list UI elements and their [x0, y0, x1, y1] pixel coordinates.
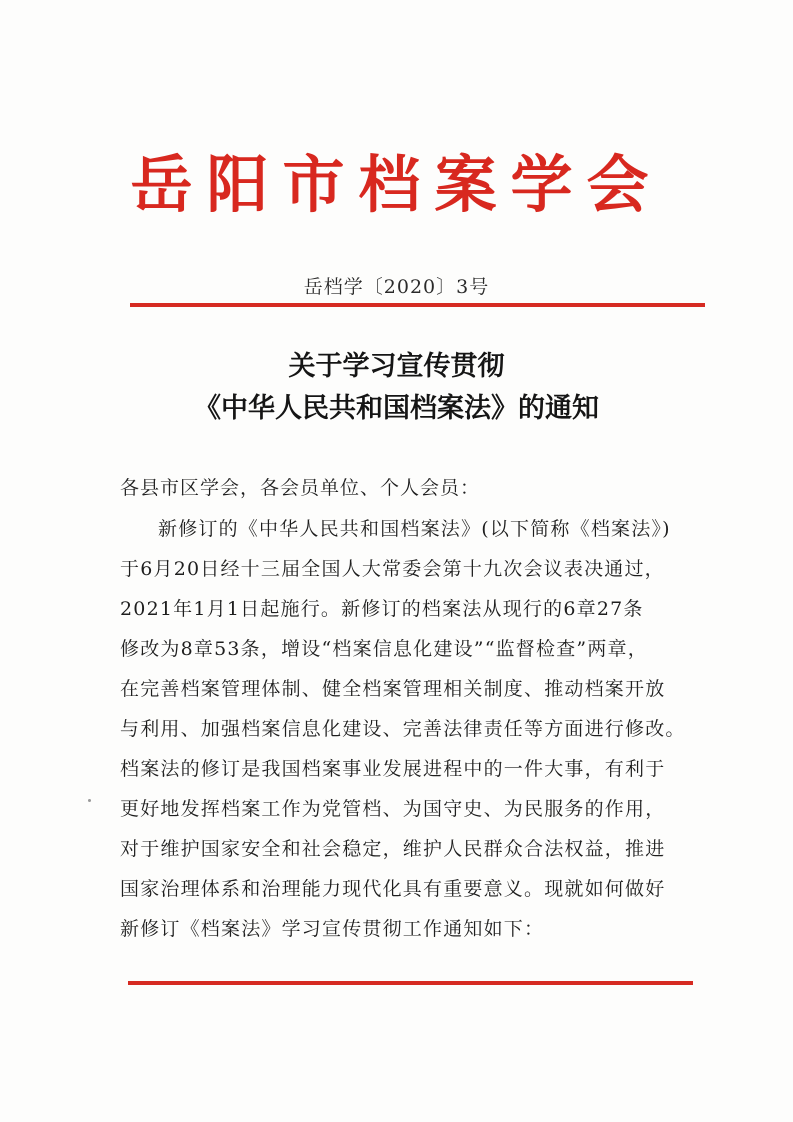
body-line: 2021年1月1日起施行。新修订的档案法从现行的6章27条: [120, 598, 644, 620]
body-line: 修改为8章53条，增设“档案信息化建设”“监督检查”两章，: [120, 638, 648, 660]
scan-speck: [88, 799, 91, 802]
body-line: 于6月20日经十三届全国人大常委会第十九次会议表决通过，: [120, 558, 665, 580]
body-line: 对于维护国家安全和社会稳定，维护人民群众合法权益，推进: [120, 838, 666, 860]
notice-title-line-2: 《中华人民共和国档案法》的通知: [194, 393, 599, 424]
body-line: 档案法的修订是我国档案事业发展进程中的一件大事，有利于: [120, 758, 666, 780]
red-divider-top: [130, 303, 705, 307]
document-number: 岳档学〔2020〕3号: [303, 276, 490, 298]
body-line: 新修订的《中华人民共和国档案法》(以下简称《档案法》): [158, 518, 671, 540]
notice-title-line-1: 关于学习宣传贯彻: [288, 351, 505, 382]
body-line: 在完善档案管理体制、健全档案管理相关制度、推动档案开放: [120, 678, 666, 700]
salutation: 各县市区学会，各会员单位、个人会员：: [120, 477, 481, 499]
body-line: 新修订《档案法》学习宣传贯彻工作通知如下：: [120, 918, 545, 940]
org-title: 岳阳市档案学会: [130, 148, 663, 221]
red-divider-bottom: [128, 981, 693, 985]
body-line: 国家治理体系和治理能力现代化具有重要意义。现就如何做好: [120, 878, 666, 900]
body-line: 更好地发挥档案工作为党管档、为国守史、为民服务的作用，: [120, 798, 666, 820]
body-line: 与利用、加强档案信息化建设、完善法律责任等方面进行修改。: [120, 718, 686, 740]
